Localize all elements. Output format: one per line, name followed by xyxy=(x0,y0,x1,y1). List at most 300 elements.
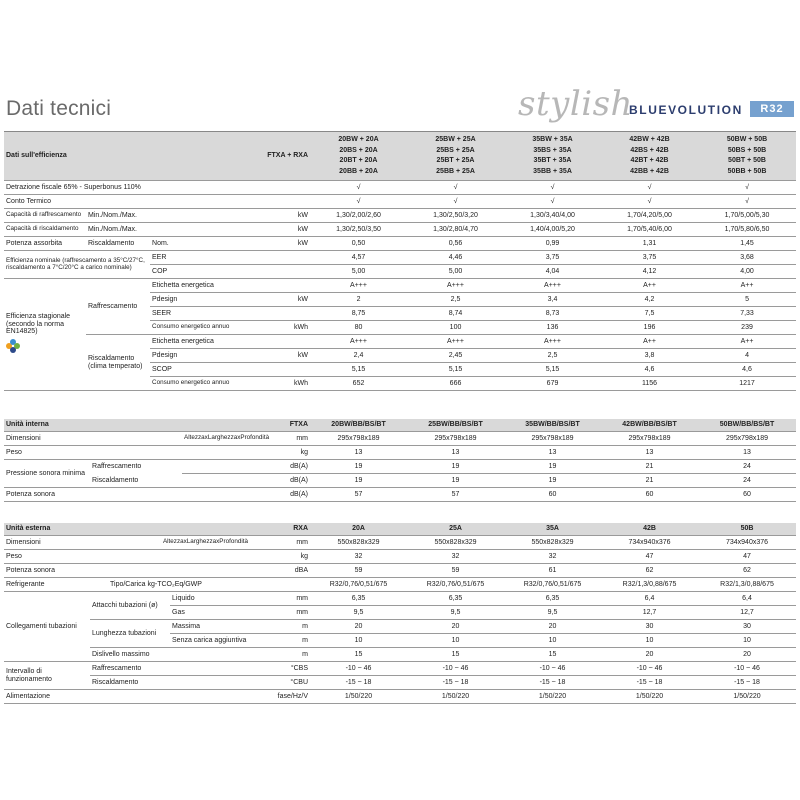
label-cell xyxy=(182,446,250,460)
model-name: 50BS + 50B xyxy=(727,146,767,154)
value-cell: √ xyxy=(698,181,796,195)
value-cell: 3,4 xyxy=(504,293,601,307)
label-cell: Liquido xyxy=(170,592,250,606)
value-cell: 9,5 xyxy=(407,606,504,620)
label-cell xyxy=(150,209,250,223)
label-cell: dB(A) xyxy=(250,474,310,488)
table-row xyxy=(4,335,796,349)
value-cell: √ xyxy=(407,181,504,195)
table-row xyxy=(4,676,796,690)
value-cell: 295x798x189 xyxy=(504,432,601,446)
model-name: 20BW + 20A xyxy=(338,136,379,143)
table-row xyxy=(4,181,796,195)
value-cell: 1,70/5,00/5,30 xyxy=(698,209,796,223)
value-cell: -15 ~ 18 xyxy=(407,676,504,690)
value-cell: 1/50/220 xyxy=(698,690,796,704)
label-cell: Riscaldamento xyxy=(86,237,150,251)
pipe-length-label: Lunghezza tubazioni xyxy=(90,620,170,648)
value-cell: 19 xyxy=(310,474,407,488)
value-cell: 1/50/220 xyxy=(407,690,504,704)
label-cell: kg xyxy=(250,550,310,564)
label-cell: Min./Nom./Max. xyxy=(86,209,150,223)
value-cell: 10 xyxy=(310,634,407,648)
label-cell: °CBU xyxy=(250,676,310,690)
value-cell: 35A xyxy=(504,523,601,536)
label-cell: kWh xyxy=(250,377,310,391)
value-cell: 32 xyxy=(407,550,504,564)
value-cell: 9,5 xyxy=(504,606,601,620)
table-row xyxy=(4,251,796,265)
value-cell: 12,7 xyxy=(601,606,698,620)
label-cell: COP xyxy=(150,265,250,279)
value-cell: 295x798x189 xyxy=(310,432,407,446)
value-cell: 32 xyxy=(310,550,407,564)
value-cell: 42B xyxy=(601,523,698,536)
label-cell: Etichetta energetica xyxy=(150,335,250,349)
sub-brand-logo: BLUEVOLUTION xyxy=(629,103,743,117)
model-name: 42BS + 42B xyxy=(630,146,669,154)
value-cell: 4 xyxy=(698,349,796,363)
value-cell: 60 xyxy=(504,488,601,502)
value-cell: A++ xyxy=(698,279,796,293)
value-cell: √ xyxy=(601,195,698,209)
value-cell: 60 xyxy=(601,488,698,502)
label-cell: kW xyxy=(250,223,310,237)
value-cell: 7,33 xyxy=(698,307,796,321)
label-cell: Massima xyxy=(170,620,250,634)
value-cell: A+++ xyxy=(407,279,504,293)
value-cell: A++ xyxy=(601,335,698,349)
value-cell: 13 xyxy=(601,446,698,460)
value-cell: 1,31 xyxy=(601,237,698,251)
nominal-efficiency-label: Efficienza nominale (raffrescamento a 35°C/27°C, riscaldamento a 7°C/20°C a carico nominale) xyxy=(4,251,150,279)
value-cell: 25BW/BB/BS/BT xyxy=(407,419,504,432)
label-cell xyxy=(150,223,250,237)
value-cell: 5,15 xyxy=(310,363,407,377)
value-cell: 8,75 xyxy=(310,307,407,321)
value-cell: 35BW/BB/BS/BT xyxy=(504,419,601,432)
model-name: 35BT + 35A xyxy=(533,157,572,164)
value-cell: 6,35 xyxy=(310,592,407,606)
label-cell: FTXA xyxy=(250,419,310,432)
value-cell: 550x828x329 xyxy=(310,536,407,550)
value-cell: 57 xyxy=(310,488,407,502)
value-cell: 652 xyxy=(310,377,407,391)
label-cell: Alimentazione xyxy=(4,690,90,704)
label-cell: Peso xyxy=(4,446,90,460)
value-cell: 2,5 xyxy=(407,293,504,307)
model-name: 35BB + 35A xyxy=(533,167,572,175)
value-cell: 6,4 xyxy=(698,592,796,606)
value-cell: 1,70/4,20/5,00 xyxy=(601,209,698,223)
label-cell xyxy=(250,363,310,377)
value-cell: 3,75 xyxy=(504,251,601,265)
table-row xyxy=(4,237,796,251)
value-cell: 24 xyxy=(698,460,796,474)
value-cell: 2,4 xyxy=(310,349,407,363)
table-row xyxy=(4,474,796,488)
outdoor-unit-table xyxy=(4,523,796,704)
value-cell: A+++ xyxy=(310,279,407,293)
refrigerant-badge: R32 xyxy=(750,101,794,117)
value-cell: 10 xyxy=(698,634,796,648)
value-cell: 19 xyxy=(504,474,601,488)
value-cell: -15 ~ 18 xyxy=(310,676,407,690)
value-cell: 10 xyxy=(601,634,698,648)
label-cell xyxy=(182,419,250,432)
cooling-label: Raffrescamento xyxy=(86,279,150,335)
table-row xyxy=(4,550,796,564)
value-cell: -10 ~ 46 xyxy=(601,662,698,676)
label-cell: Pdesign xyxy=(150,349,250,363)
value-cell: 2 xyxy=(310,293,407,307)
value-cell: 4,04 xyxy=(504,265,601,279)
value-cell: 13 xyxy=(310,446,407,460)
value-cell: 4,57 xyxy=(310,251,407,265)
value-cell: 1,30/2,00/2,60 xyxy=(310,209,407,223)
value-cell: 3,75 xyxy=(601,251,698,265)
value-cell: 61 xyxy=(504,564,601,578)
value-cell: 59 xyxy=(310,564,407,578)
table-row xyxy=(4,620,796,634)
efficiency-table xyxy=(4,131,796,391)
value-cell: 30 xyxy=(601,620,698,634)
value-cell: √ xyxy=(698,195,796,209)
label-cell: SEER xyxy=(150,307,250,321)
model-header xyxy=(407,132,504,181)
page-title: Dati tecnici xyxy=(6,97,112,120)
table-row xyxy=(4,536,796,550)
table-row xyxy=(4,460,796,474)
model-name: 35BW + 35A xyxy=(532,136,573,143)
piping-label: Collegamenti tubazioni xyxy=(4,592,90,662)
value-cell: -15 ~ 18 xyxy=(601,676,698,690)
model-name: 50BW + 50B xyxy=(726,136,768,143)
value-cell: 550x828x329 xyxy=(407,536,504,550)
label-cell: Detrazione fiscale 65% - Superbonus 110% xyxy=(4,181,310,195)
label-cell: kW xyxy=(250,293,310,307)
table-row xyxy=(4,432,796,446)
value-cell: A+++ xyxy=(504,279,601,293)
value-cell: √ xyxy=(310,195,407,209)
value-cell: 25A xyxy=(407,523,504,536)
value-cell: 9,5 xyxy=(310,606,407,620)
value-cell: 1,70/5,80/6,50 xyxy=(698,223,796,237)
value-cell: 62 xyxy=(601,564,698,578)
label-cell: °CBS xyxy=(250,662,310,676)
value-cell: 1156 xyxy=(601,377,698,391)
value-cell: A+++ xyxy=(310,335,407,349)
label-cell: Riscaldamento xyxy=(90,676,250,690)
value-cell: A+++ xyxy=(407,335,504,349)
value-cell: 3,8 xyxy=(601,349,698,363)
value-cell: 4,6 xyxy=(698,363,796,377)
value-cell: 136 xyxy=(504,321,601,335)
table-row xyxy=(4,446,796,460)
model-name: 35BS + 35A xyxy=(533,146,572,154)
value-cell: 19 xyxy=(407,460,504,474)
table-row xyxy=(4,578,796,592)
value-cell: 20 xyxy=(407,620,504,634)
value-cell: 24 xyxy=(698,474,796,488)
brand-logo: stylish xyxy=(518,84,633,124)
value-cell: 20 xyxy=(698,648,796,662)
model-name: 20BT + 20A xyxy=(339,157,378,164)
label-cell: Dimensioni xyxy=(4,536,90,550)
value-cell: √ xyxy=(504,195,601,209)
value-cell: 42BW/BB/BS/BT xyxy=(601,419,698,432)
table-row xyxy=(4,662,796,676)
table-row xyxy=(4,488,796,502)
value-cell: A+++ xyxy=(504,335,601,349)
value-cell: 1217 xyxy=(698,377,796,391)
efficiency-header-model: FTXA + RXA xyxy=(150,132,310,181)
value-cell: 21 xyxy=(601,474,698,488)
table-row xyxy=(4,592,796,606)
label-cell: mm xyxy=(250,432,310,446)
value-cell: 3,68 xyxy=(698,251,796,265)
label-cell: Gas xyxy=(170,606,250,620)
value-cell: 47 xyxy=(601,550,698,564)
value-cell: 295x798x189 xyxy=(698,432,796,446)
label-cell: mm xyxy=(250,606,310,620)
value-cell: 13 xyxy=(504,446,601,460)
label-cell: Consumo energetico annuo xyxy=(150,377,250,391)
label-cell xyxy=(90,550,170,564)
label-cell: Unità interna xyxy=(4,419,182,432)
model-name: 50BB + 50B xyxy=(727,167,767,175)
model-name: 20BB + 20A xyxy=(339,167,378,175)
value-cell: 15 xyxy=(310,648,407,662)
model-name: 25BS + 25A xyxy=(436,146,475,154)
value-cell: √ xyxy=(407,195,504,209)
label-cell: Riscaldamento xyxy=(90,474,158,488)
model-name: 42BT + 42B xyxy=(630,157,669,164)
label-cell: kg xyxy=(250,446,310,460)
model-name: 42BW + 42B xyxy=(629,136,670,143)
value-cell: 20 xyxy=(504,620,601,634)
seasonal-efficiency-label: Efficienza stagionale (secondo la norma EN14825) xyxy=(4,279,86,391)
label-cell xyxy=(250,307,310,321)
model-name: 25BT + 25A xyxy=(436,157,475,164)
label-cell: mm xyxy=(250,536,310,550)
value-cell: 0,56 xyxy=(407,237,504,251)
label-cell: m xyxy=(250,620,310,634)
model-name: 50BT + 50B xyxy=(728,157,766,164)
value-cell: 550x828x329 xyxy=(504,536,601,550)
value-cell: 60 xyxy=(698,488,796,502)
label-cell: kW xyxy=(250,349,310,363)
value-cell: -15 ~ 18 xyxy=(504,676,601,690)
label-cell: EER xyxy=(150,251,250,265)
label-cell: Unità esterna xyxy=(4,523,170,536)
label-cell: Dislivello massimo xyxy=(90,648,250,662)
value-cell: 239 xyxy=(698,321,796,335)
label-cell xyxy=(90,432,182,446)
label-cell: Tipo/Carica kg-TCO₂Eq/GWP xyxy=(90,578,310,592)
value-cell: 8,74 xyxy=(407,307,504,321)
value-cell: 19 xyxy=(310,460,407,474)
value-cell: 1,70/5,40/6,00 xyxy=(601,223,698,237)
value-cell: √ xyxy=(601,181,698,195)
value-cell: 59 xyxy=(407,564,504,578)
table-row xyxy=(4,209,796,223)
model-name: 25BW + 25A xyxy=(435,136,476,143)
value-cell: R32/1,3/0,88/675 xyxy=(601,578,698,592)
label-cell: fase/Hz/V xyxy=(250,690,310,704)
label-cell: Capacità di raffrescamento xyxy=(4,209,86,223)
table-row xyxy=(4,564,796,578)
label-cell xyxy=(170,690,250,704)
value-cell: R32/0,76/0,51/675 xyxy=(504,578,601,592)
value-cell: 6,35 xyxy=(407,592,504,606)
value-cell: 1,30/2,80/4,70 xyxy=(407,223,504,237)
value-cell: √ xyxy=(310,181,407,195)
value-cell: A++ xyxy=(601,279,698,293)
label-cell: dB(A) xyxy=(250,488,310,502)
value-cell: 10 xyxy=(407,634,504,648)
value-cell: 1,45 xyxy=(698,237,796,251)
label-cell: Etichetta energetica xyxy=(150,279,250,293)
model-header xyxy=(601,132,698,181)
value-cell: 57 xyxy=(407,488,504,502)
label-cell: Refrigerante xyxy=(4,578,90,592)
value-cell: 20A xyxy=(310,523,407,536)
model-header xyxy=(698,132,796,181)
label-cell xyxy=(250,335,310,349)
label-cell: dBA xyxy=(250,564,310,578)
label-cell xyxy=(90,488,182,502)
label-cell: kWh xyxy=(250,321,310,335)
table-row xyxy=(4,279,796,293)
value-cell: 1,30/2,50/3,20 xyxy=(407,209,504,223)
value-cell: 4,46 xyxy=(407,251,504,265)
value-cell: 2,45 xyxy=(407,349,504,363)
value-cell: 13 xyxy=(698,446,796,460)
value-cell: 5,15 xyxy=(504,363,601,377)
model-name: 20BS + 20A xyxy=(339,146,378,154)
value-cell: 50BW/BB/BS/BT xyxy=(698,419,796,432)
value-cell: 0,99 xyxy=(504,237,601,251)
label-cell xyxy=(90,564,170,578)
label-cell: mm xyxy=(250,592,310,606)
label-cell: Peso xyxy=(4,550,90,564)
label-cell: Potenza sonora xyxy=(4,488,90,502)
table-row xyxy=(4,690,796,704)
value-cell: 12,7 xyxy=(698,606,796,620)
sound-pressure-label: Pressione sonora minima xyxy=(4,460,182,488)
table-row xyxy=(4,195,796,209)
value-cell: 15 xyxy=(407,648,504,662)
model-header xyxy=(310,132,407,181)
table-row xyxy=(4,223,796,237)
value-cell: 19 xyxy=(504,460,601,474)
label-cell: Conto Termico xyxy=(4,195,310,209)
value-cell: 62 xyxy=(698,564,796,578)
label-cell: kW xyxy=(250,237,310,251)
value-cell: 679 xyxy=(504,377,601,391)
value-cell: -10 ~ 46 xyxy=(407,662,504,676)
value-cell: 5,00 xyxy=(407,265,504,279)
value-cell: R32/0,76/0,51/675 xyxy=(310,578,407,592)
value-cell: R32/0,76/0,51/675 xyxy=(407,578,504,592)
value-cell: 6,35 xyxy=(504,592,601,606)
table-row xyxy=(4,648,796,662)
label-cell xyxy=(90,690,170,704)
label-cell: kW xyxy=(250,209,310,223)
value-cell: 30 xyxy=(698,620,796,634)
label-cell: m xyxy=(250,648,310,662)
label-cell xyxy=(250,279,310,293)
value-cell: 1,30/3,40/4,00 xyxy=(504,209,601,223)
value-cell: 4,00 xyxy=(698,265,796,279)
label-cell: Raffrescamento xyxy=(90,662,250,676)
value-cell: 4,6 xyxy=(601,363,698,377)
value-cell: 5,00 xyxy=(310,265,407,279)
value-cell: 0,50 xyxy=(310,237,407,251)
value-cell: 80 xyxy=(310,321,407,335)
label-cell: dB(A) xyxy=(250,460,310,474)
value-cell: -10 ~ 46 xyxy=(310,662,407,676)
value-cell: 10 xyxy=(504,634,601,648)
label-cell xyxy=(250,265,310,279)
value-cell: 1,40/4,00/5,20 xyxy=(504,223,601,237)
value-cell: 295x798x189 xyxy=(601,432,698,446)
heating-label: Riscaldamento (clima temperato) xyxy=(86,335,150,391)
label-cell: Senza carica aggiuntiva xyxy=(170,634,250,648)
value-cell: 734x940x376 xyxy=(698,536,796,550)
model-header xyxy=(504,132,601,181)
label-cell xyxy=(182,488,250,502)
label-cell xyxy=(170,550,250,564)
value-cell: 8,73 xyxy=(504,307,601,321)
value-cell: 20 xyxy=(601,648,698,662)
label-cell: AltezzaxLarghezzaxProfondità xyxy=(182,432,250,446)
value-cell: 20BW/BB/BS/BT xyxy=(310,419,407,432)
value-cell: 21 xyxy=(601,460,698,474)
value-cell: -10 ~ 46 xyxy=(698,662,796,676)
value-cell: 15 xyxy=(504,648,601,662)
value-cell: 13 xyxy=(407,446,504,460)
value-cell: 666 xyxy=(407,377,504,391)
value-cell: 1/50/220 xyxy=(504,690,601,704)
value-cell: 196 xyxy=(601,321,698,335)
value-cell: R32/1,3/0,88/675 xyxy=(698,578,796,592)
value-cell: 20 xyxy=(310,620,407,634)
label-cell: AltezzaxLarghezzaxProfondità xyxy=(90,536,250,550)
value-cell: 50B xyxy=(698,523,796,536)
label-cell xyxy=(170,523,250,536)
value-cell: A++ xyxy=(698,335,796,349)
value-cell: 7,5 xyxy=(601,307,698,321)
value-cell: 32 xyxy=(504,550,601,564)
value-cell: 5 xyxy=(698,293,796,307)
value-cell: 295x798x189 xyxy=(407,432,504,446)
label-cell: Potenza assorbita xyxy=(4,237,86,251)
pipe-connections-label: Attacchi tubazioni (ø) xyxy=(90,592,170,620)
label-cell: Raffrescamento xyxy=(90,460,158,474)
value-cell: 19 xyxy=(407,474,504,488)
value-cell: 1,30/2,50/3,50 xyxy=(310,223,407,237)
label-cell: Potenza sonora xyxy=(4,564,90,578)
label-cell xyxy=(250,251,310,265)
value-cell: 734x940x376 xyxy=(601,536,698,550)
model-name: 25BB + 25A xyxy=(436,167,475,175)
label-cell xyxy=(90,446,182,460)
value-cell: 100 xyxy=(407,321,504,335)
label-cell: SCOP xyxy=(150,363,250,377)
value-cell: 2,5 xyxy=(504,349,601,363)
